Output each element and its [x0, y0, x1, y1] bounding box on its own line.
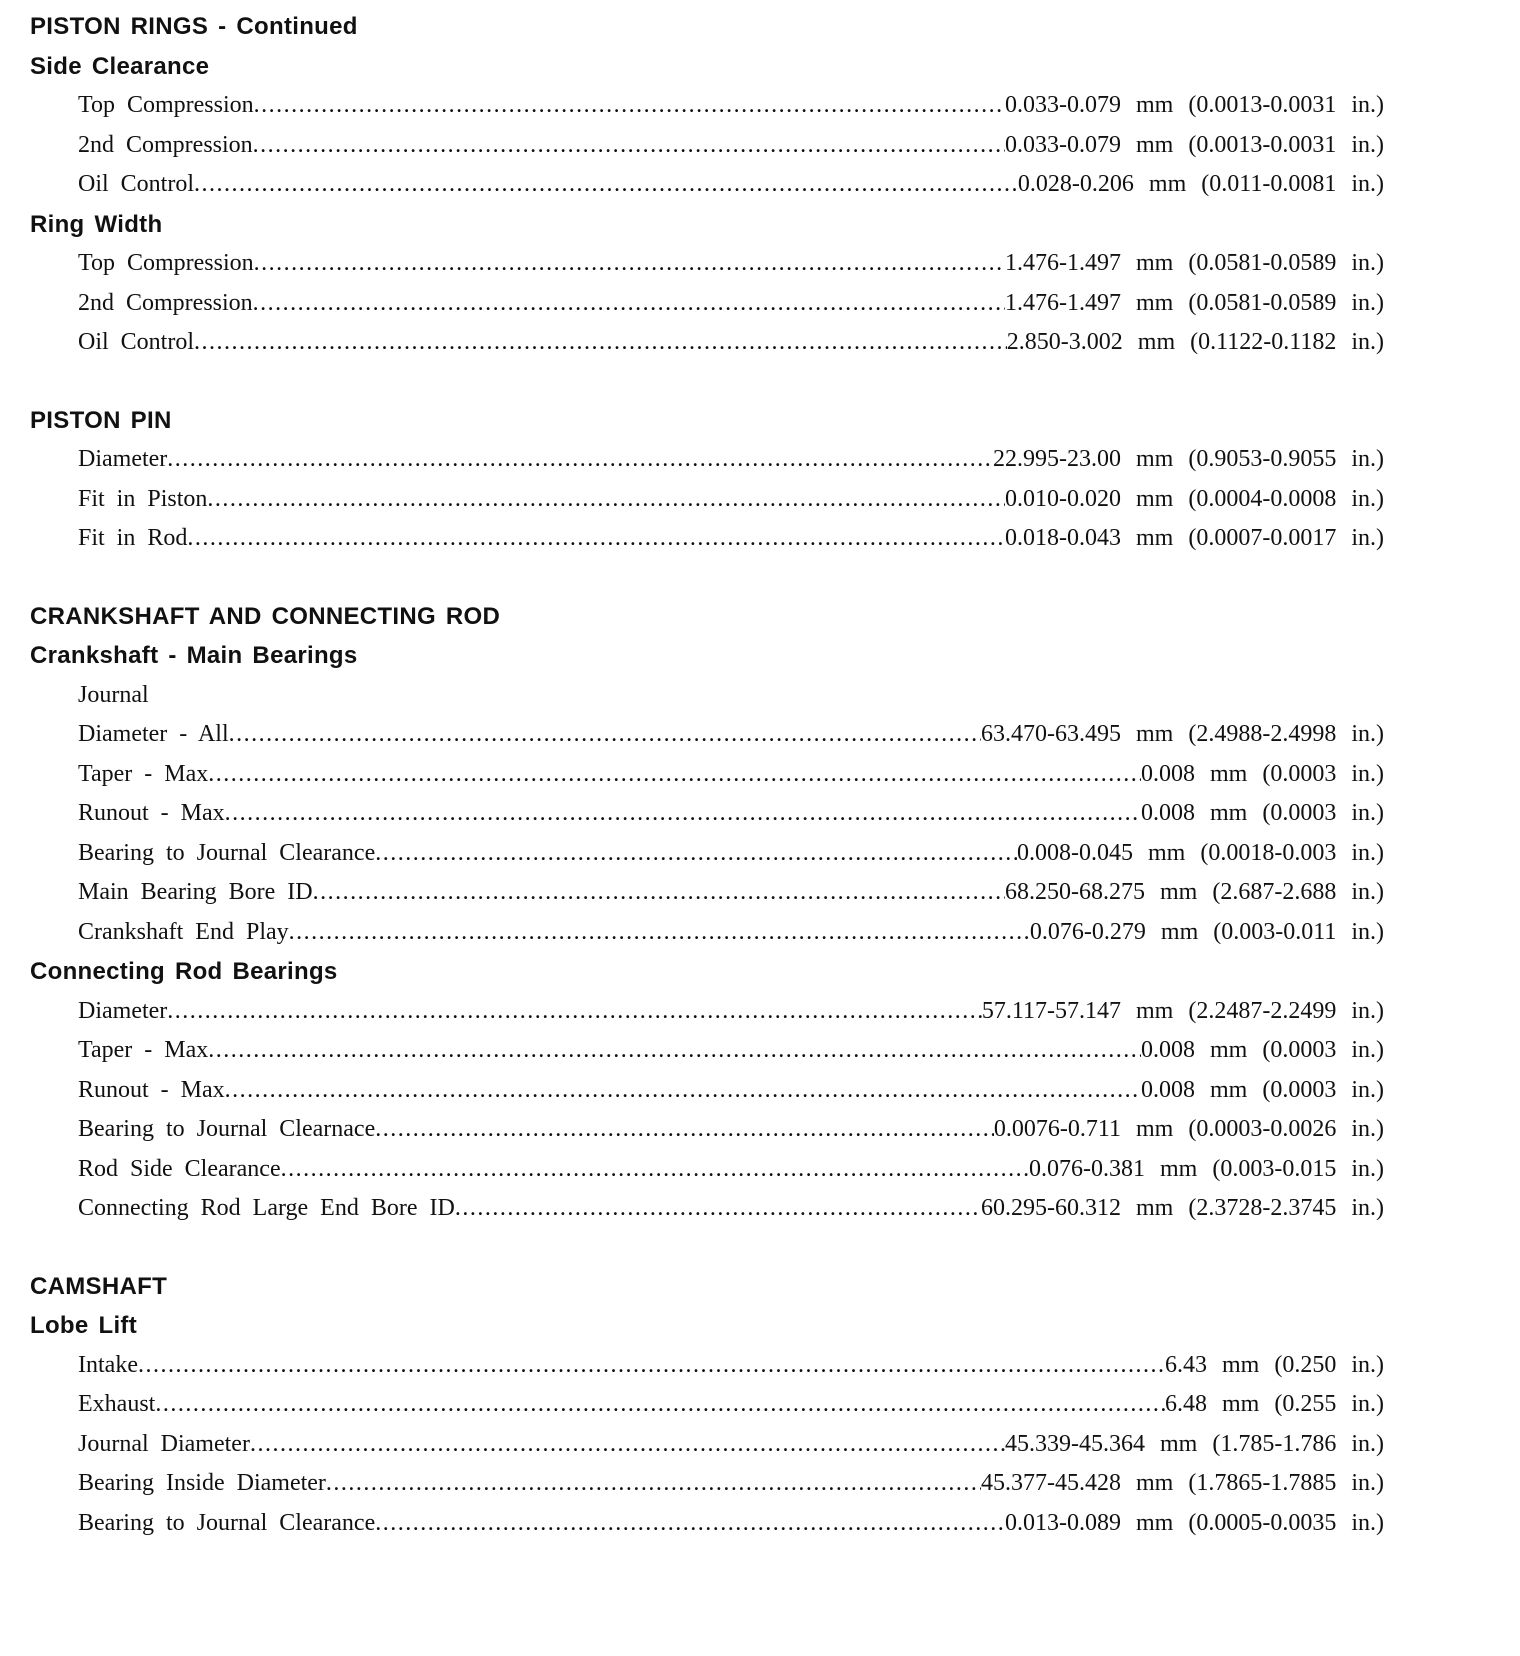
- dot-leader: [254, 244, 1005, 284]
- dot-leader: [194, 165, 1018, 205]
- spec-label: Fit in Piston: [78, 485, 208, 512]
- spec-label: Crankshaft End Play: [78, 918, 289, 945]
- spec-label: Oil Control: [78, 171, 195, 197]
- spec-row: [0, 1031, 1384, 1071]
- spec-row: [0, 873, 1384, 913]
- spec-value: 0.010-0.020 mm (0.0004-0.0008 in.): [1005, 485, 1384, 512]
- dot-leader: [253, 284, 1005, 324]
- spec-label: Bearing to Journal Clearnace: [78, 1116, 376, 1142]
- spec-row: [0, 755, 1384, 795]
- section-heading: CRANKSHAFT AND CONNECTING ROD: [30, 602, 501, 630]
- spacer: [0, 363, 1520, 401]
- spec-row: [0, 1464, 1384, 1504]
- dot-leader: [187, 519, 1005, 559]
- spec-row: [0, 834, 1384, 874]
- spec-row: [0, 165, 1384, 205]
- section-heading: Crankshaft - Main Bearings: [30, 642, 358, 669]
- spec-row: [0, 480, 1384, 520]
- spec-value: 0.008 mm (0.0003 in.): [1141, 1037, 1384, 1063]
- spec-row: [0, 323, 1384, 363]
- spec-value: 22.995-23.00 mm (0.9053-0.9055 in.): [993, 446, 1384, 472]
- spec-label: Taper - Max: [78, 1037, 209, 1063]
- spec-value: 1.476-1.497 mm (0.0581-0.0589 in.): [1005, 250, 1384, 276]
- spec-label: Runout - Max: [78, 800, 225, 826]
- dot-leader: [138, 1346, 1165, 1386]
- spec-row: [0, 1385, 1384, 1425]
- spacer: [0, 1229, 1520, 1267]
- section-heading: PISTON RINGS - Continued: [30, 13, 358, 40]
- dot-leader: [375, 1110, 994, 1150]
- spec-row: [0, 1150, 1384, 1190]
- dot-leader: [207, 480, 1005, 520]
- spec-label: Top Compression: [78, 92, 254, 118]
- spec-value: 0.033-0.079 mm (0.0013-0.0031 in.): [1005, 131, 1384, 158]
- spec-label: Connecting Rod Large End Bore ID: [78, 1195, 455, 1221]
- spec-label: 2nd Compression: [78, 131, 253, 158]
- dot-leader: [167, 440, 993, 480]
- spec-value: 0.008 mm (0.0003 in.): [1141, 800, 1384, 826]
- spec-label: Diameter: [78, 446, 168, 472]
- spec-value: 0.013-0.089 mm (0.0005-0.0035 in.): [1005, 1509, 1384, 1536]
- spec-document: [0, 7, 1520, 1543]
- spec-value: 2.850-3.002 mm (0.1122-0.1182 in.): [1006, 329, 1384, 355]
- spec-row: [0, 1071, 1384, 1111]
- dot-leader: [229, 715, 981, 755]
- spec-row: [0, 1189, 1384, 1229]
- spec-value: 6.43 mm (0.250 in.): [1165, 1351, 1384, 1378]
- section-heading: Connecting Rod Bearings: [30, 958, 338, 985]
- spec-row: [0, 992, 1384, 1032]
- subheading: Journal: [78, 681, 149, 708]
- spec-row: [0, 794, 1384, 834]
- spec-row: [0, 440, 1384, 480]
- spec-label: Bearing to Journal Clearance: [78, 839, 376, 866]
- spec-value: 0.008-0.045 mm (0.0018-0.003 in.): [1017, 839, 1384, 866]
- dot-leader: [250, 1425, 1005, 1465]
- spec-value: 63.470-63.495 mm (2.4988-2.4998 in.): [981, 721, 1384, 747]
- spec-row: [0, 1425, 1384, 1465]
- section-heading: CAMSHAFT: [30, 1272, 168, 1300]
- spec-row: [0, 1504, 1384, 1544]
- spec-row: [0, 244, 1384, 284]
- spec-row: [0, 126, 1384, 166]
- dot-leader: [254, 86, 1005, 126]
- spec-value: 0.076-0.279 mm (0.003-0.011 in.): [1029, 918, 1384, 945]
- dot-leader: [375, 1504, 1005, 1544]
- dot-leader: [194, 323, 1007, 363]
- spec-label: 2nd Compression: [78, 289, 253, 316]
- spec-value: 0.008 mm (0.0003 in.): [1141, 1076, 1384, 1103]
- spec-label: Fit in Rod: [78, 525, 188, 551]
- spacer: [0, 559, 1520, 597]
- spec-value: 45.377-45.428 mm (1.7865-1.7885 in.): [981, 1470, 1384, 1496]
- spec-label: Diameter - All: [78, 721, 229, 747]
- dot-leader: [281, 1150, 1029, 1190]
- dot-leader: [225, 794, 1141, 834]
- spec-value: 6.48 mm (0.255 in.): [1165, 1391, 1384, 1417]
- section-heading: Side Clearance: [30, 52, 210, 80]
- dot-leader: [375, 834, 1017, 874]
- spec-value: 45.339-45.364 mm (1.785-1.786 in.): [1005, 1430, 1384, 1457]
- spec-value: 60.295-60.312 mm (2.3728-2.3745 in.): [981, 1195, 1384, 1221]
- spec-value: 0.076-0.381 mm (0.003-0.015 in.): [1029, 1155, 1384, 1182]
- spec-label: Diameter: [78, 997, 168, 1024]
- spec-label: Rod Side Clearance: [78, 1155, 281, 1182]
- spec-value: 57.117-57.147 mm (2.2487-2.2499 in.): [981, 997, 1384, 1024]
- spec-value: 0.033-0.079 mm (0.0013-0.0031 in.): [1005, 92, 1384, 118]
- spec-value: 0.008 mm (0.0003 in.): [1141, 760, 1384, 787]
- spec-value: 68.250-68.275 mm (2.687-2.688 in.): [1005, 879, 1384, 905]
- dot-leader: [225, 1071, 1141, 1111]
- spec-row: [0, 519, 1384, 559]
- dot-leader: [455, 1189, 981, 1229]
- spec-label: Intake: [78, 1351, 138, 1378]
- spec-row: [0, 913, 1384, 953]
- section-heading: PISTON PIN: [30, 406, 172, 434]
- spec-label: Main Bearing Bore ID: [78, 879, 313, 905]
- spec-label: Journal Diameter: [78, 1430, 250, 1457]
- dot-leader: [208, 1031, 1141, 1071]
- spec-row: [0, 1110, 1384, 1150]
- section-heading: Lobe Lift: [30, 1312, 138, 1339]
- spec-value: 0.028-0.206 mm (0.011-0.0081 in.): [1017, 171, 1384, 197]
- spec-row: [0, 284, 1384, 324]
- spec-label: Exhaust: [78, 1391, 156, 1417]
- spec-value: 0.018-0.043 mm (0.0007-0.0017 in.): [1005, 525, 1384, 551]
- spec-label: Bearing Inside Diameter: [78, 1470, 326, 1496]
- spec-value: 1.476-1.497 mm (0.0581-0.0589 in.): [1005, 289, 1384, 316]
- spec-label: Taper - Max: [78, 760, 209, 787]
- spec-value: 0.0076-0.711 mm (0.0003-0.0026 in.): [993, 1116, 1384, 1142]
- spec-row: [0, 1346, 1384, 1386]
- spec-label: Top Compression: [78, 250, 254, 276]
- spec-label: Runout - Max: [78, 1076, 225, 1103]
- spec-label: Oil Control: [78, 329, 195, 355]
- dot-leader: [326, 1464, 981, 1504]
- spec-label: Bearing to Journal Clearance: [78, 1509, 376, 1536]
- dot-leader: [167, 992, 982, 1032]
- dot-leader: [313, 873, 1005, 913]
- dot-leader: [253, 126, 1005, 166]
- dot-leader: [289, 913, 1030, 953]
- spec-row: [0, 86, 1384, 126]
- dot-leader: [155, 1385, 1165, 1425]
- dot-leader: [208, 755, 1141, 795]
- section-heading: Ring Width: [30, 210, 163, 238]
- spec-row: [0, 715, 1384, 755]
